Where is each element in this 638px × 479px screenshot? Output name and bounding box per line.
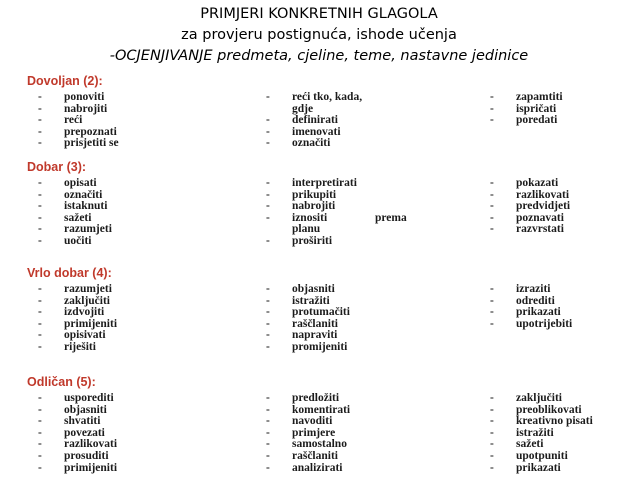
bullet-dash: - (266, 294, 270, 307)
verb-column (266, 178, 357, 248)
verb-text: primijeniti (64, 317, 118, 330)
verb-text: predvidjeti (516, 200, 571, 213)
verb-text: raščlaniti (292, 449, 338, 462)
bullet-dash: - (266, 211, 270, 224)
verb-item (38, 342, 117, 354)
bullet-dash: - (490, 114, 494, 127)
verb-text: kreativno pisati (516, 415, 593, 428)
verb-item (266, 342, 350, 354)
verb-column (490, 393, 593, 474)
bullet-dash: - (266, 200, 270, 213)
section-title: Odličan (5): (27, 375, 96, 389)
verb-item (266, 138, 362, 150)
verb-text: istražiti (516, 426, 554, 439)
bullet-dash: - (38, 125, 42, 138)
page-subtitle: za provjeru postignuća, ishode učenja (181, 27, 457, 43)
bullet-dash: - (490, 200, 494, 213)
page-context: -OCJENJIVANJE predmeta, cjeline, teme, nastavne jedinice (109, 48, 529, 64)
verb-column (38, 178, 112, 248)
bullet-dash: - (490, 317, 494, 330)
verb-text: upotpuniti (516, 449, 568, 462)
bullet-dash: - (38, 223, 42, 236)
bullet-dash: - (38, 102, 42, 115)
verb-text: ispričati (516, 102, 557, 115)
verb-text-continuation: prema (375, 211, 407, 224)
verb-text: navoditi (292, 415, 333, 428)
bullet-dash: - (38, 317, 42, 330)
bullet-dash: - (38, 211, 42, 224)
verb-text: razvrstati (516, 223, 564, 236)
bullet-dash: - (266, 329, 270, 342)
verb-text: razlikovati (516, 188, 570, 201)
bullet-dash: - (38, 340, 42, 353)
verb-text: analizirati (292, 461, 343, 474)
bullet-dash: - (490, 392, 494, 404)
verb-text: poredati (516, 114, 558, 127)
bullet-dash: - (38, 403, 42, 416)
verb-item (490, 463, 593, 475)
verb-item (266, 463, 350, 475)
verb-text: poznavati (516, 211, 564, 224)
bullet-dash: - (38, 294, 42, 307)
bullet-dash: - (38, 438, 42, 451)
verb-text: označiti (64, 188, 103, 201)
bullet-dash: - (38, 283, 42, 295)
bullet-dash: - (38, 329, 42, 342)
bullet-dash: - (38, 461, 42, 474)
verb-text: zapamtiti (516, 91, 563, 103)
bullet-dash: - (266, 449, 270, 462)
verb-text: objasniti (292, 283, 335, 295)
section-title: Vrlo dobar (4): (27, 266, 112, 280)
bullet-dash: - (490, 91, 494, 103)
verb-text: povezati (64, 426, 105, 439)
bullet-dash: - (38, 306, 42, 319)
verb-text: planu (292, 223, 321, 236)
verb-item (490, 224, 570, 236)
verb-text: nabrojiti (292, 200, 336, 213)
bullet-dash: - (266, 125, 270, 138)
bullet-dash: - (490, 177, 494, 189)
verb-text: pokazati (516, 177, 559, 189)
verb-column (38, 92, 119, 150)
verb-text: reći tko, kada, (292, 91, 363, 103)
bullet-dash: - (490, 306, 494, 319)
bullet-dash: - (38, 392, 42, 404)
verb-text: raščlaniti (292, 317, 338, 330)
verb-item (38, 463, 117, 475)
bullet-dash: - (490, 449, 494, 462)
verb-text: istražiti (292, 294, 330, 307)
verb-column (490, 92, 563, 127)
verb-text: opisati (64, 177, 97, 189)
verb-column (266, 92, 362, 150)
bullet-dash: - (490, 461, 494, 474)
verb-text: prepoznati (64, 125, 117, 138)
bullet-dash: - (38, 188, 42, 201)
bullet-dash: - (266, 177, 270, 189)
verb-text: sažeti (64, 211, 92, 224)
bullet-dash: - (38, 91, 42, 103)
verb-column (266, 284, 350, 354)
verb-text: razumjeti (64, 283, 112, 295)
verb-text: primijeniti (64, 461, 118, 474)
verb-text: primjere (292, 426, 336, 439)
verb-text: promijeniti (292, 340, 348, 353)
verb-text: prikazati (516, 461, 561, 474)
bullet-dash: - (490, 294, 494, 307)
bullet-dash: - (266, 438, 270, 451)
verb-text: prisjetiti se (64, 137, 119, 150)
bullet-dash: - (266, 188, 270, 201)
verb-text: ponoviti (64, 91, 105, 103)
verb-text: definirati (292, 114, 338, 127)
verb-text: imenovati (292, 125, 341, 138)
verb-item (490, 115, 563, 127)
verb-text: zaključiti (516, 392, 562, 404)
verb-column (266, 393, 350, 474)
bullet-dash: - (38, 137, 42, 150)
bullet-dash: - (266, 392, 270, 404)
verb-text: protumačiti (292, 306, 350, 319)
bullet-dash: - (38, 177, 42, 189)
verb-item (38, 236, 112, 248)
bullet-dash: - (266, 317, 270, 330)
verb-text: gdje (292, 102, 314, 115)
verb-text: shvatiti (64, 415, 101, 428)
bullet-dash: - (266, 114, 270, 127)
verb-text: označiti (292, 137, 331, 150)
bullet-dash: - (266, 234, 270, 247)
verb-text: sažeti (516, 438, 544, 451)
bullet-dash: - (490, 188, 494, 201)
verb-text: opisivati (64, 329, 106, 342)
verb-text: prikupiti (292, 188, 337, 201)
verb-text: prikazati (516, 306, 561, 319)
verb-text: izdvojiti (64, 306, 105, 319)
bullet-dash: - (490, 438, 494, 451)
bullet-dash: - (490, 211, 494, 224)
bullet-dash: - (38, 200, 42, 213)
verb-text: odrediti (516, 294, 555, 307)
verb-item (38, 138, 119, 150)
section-title: Dobar (3): (27, 160, 87, 174)
verb-text: objasniti (64, 403, 107, 416)
verb-text: riješiti (64, 340, 96, 353)
bullet-dash: - (38, 449, 42, 462)
page-title: PRIMJERI KONKRETNIH GLAGOLA (200, 6, 438, 22)
bullet-dash: - (490, 426, 494, 439)
bullet-dash: - (490, 415, 494, 428)
verb-text: upotrijebiti (516, 317, 573, 330)
verb-text: razlikovati (64, 438, 118, 451)
verb-text: iznositi (292, 211, 328, 224)
verb-column (38, 393, 117, 474)
bullet-dash: - (266, 403, 270, 416)
verb-item (266, 236, 357, 248)
bullet-dash: - (490, 403, 494, 416)
verb-text: interpretirati (292, 177, 357, 189)
bullet-dash: - (490, 223, 494, 236)
verb-text: uočiti (64, 234, 92, 247)
verb-column (490, 178, 570, 236)
verb-text: reći (64, 114, 83, 127)
bullet-dash: - (490, 283, 494, 295)
bullet-dash: - (38, 114, 42, 127)
verb-text: preoblikovati (516, 403, 582, 416)
verb-text: usporediti (64, 392, 114, 404)
verb-text: predložiti (292, 392, 340, 404)
verb-column (38, 284, 117, 354)
verb-text: napraviti (292, 329, 338, 342)
bullet-dash: - (38, 234, 42, 247)
bullet-dash: - (38, 415, 42, 428)
bullet-dash: - (266, 340, 270, 353)
bullet-dash: - (266, 426, 270, 439)
bullet-dash: - (266, 137, 270, 150)
bullet-dash: - (266, 283, 270, 295)
bullet-dash: - (266, 306, 270, 319)
verb-text: nabrojiti (64, 102, 108, 115)
verb-text: samostalno (292, 438, 347, 451)
bullet-dash: - (490, 102, 494, 115)
bullet-dash: - (266, 91, 270, 103)
verb-column (490, 284, 572, 330)
bullet-dash: - (266, 461, 270, 474)
verb-text: izraziti (516, 283, 551, 295)
bullet-dash: - (266, 415, 270, 428)
verb-item (266, 92, 362, 104)
verb-text: razumjeti (64, 223, 112, 236)
section-title: Dovoljan (2): (27, 74, 103, 88)
bullet-dash: - (38, 426, 42, 439)
verb-text: komentirati (292, 403, 351, 416)
verb-text: istaknuti (64, 200, 108, 213)
verb-text: prosuditi (64, 449, 109, 462)
verb-text: proširiti (292, 234, 333, 247)
verb-item (490, 319, 572, 331)
verb-text: zaključiti (64, 294, 110, 307)
